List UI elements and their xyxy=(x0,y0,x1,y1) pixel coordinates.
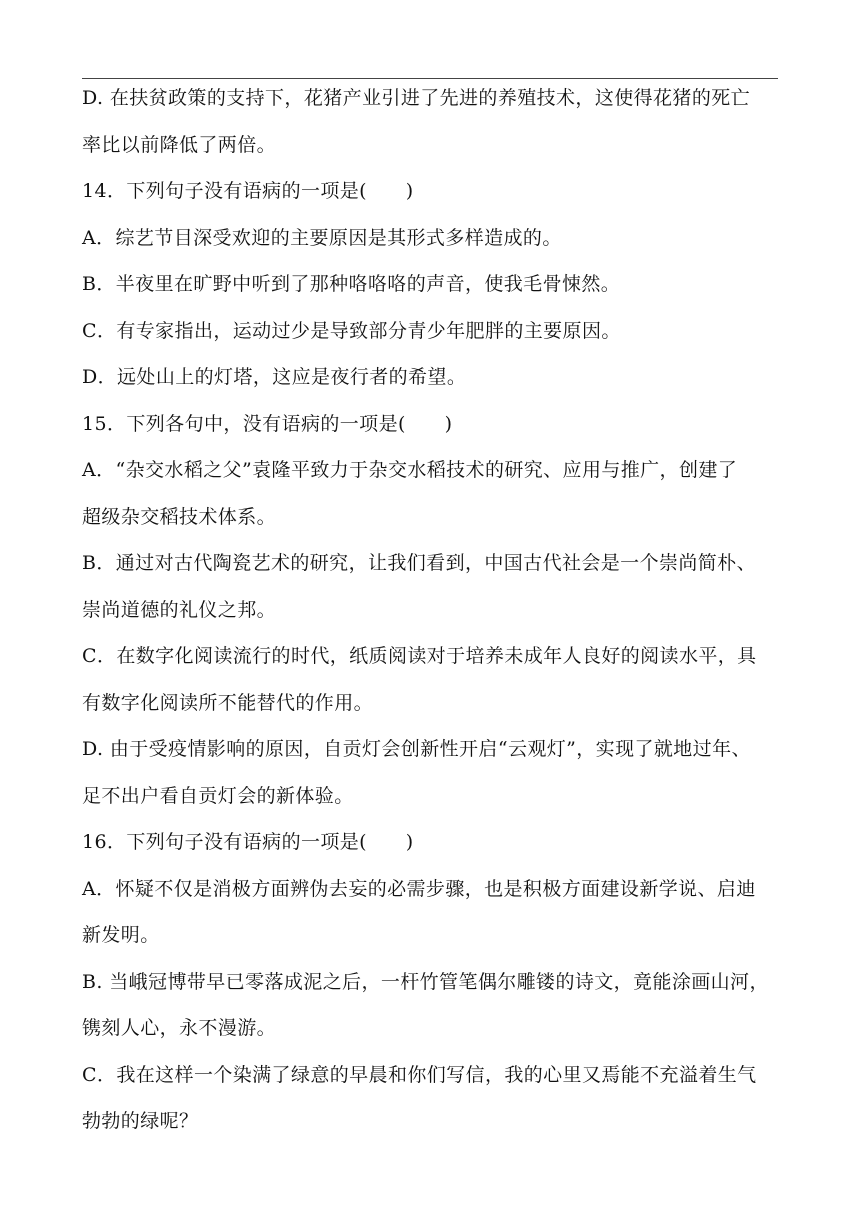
option-15-b xyxy=(82,551,782,622)
text-line: D．远处山上的灯塔，这应是夜行者的希望。 xyxy=(82,366,467,388)
option-15-c xyxy=(82,644,782,715)
text-line: 镌刻人心，永不漫游。 xyxy=(82,1017,277,1039)
text-line: 率比以前降低了两倍。 xyxy=(82,133,277,156)
question-16-stem xyxy=(82,830,782,854)
text-line: 超级杂交稻技术体系。 xyxy=(82,505,277,528)
option-13-d xyxy=(82,86,782,157)
document-body xyxy=(82,86,782,1156)
text-line: D. 由于受疫情影响的原因，自贡灯会创新性开启“云观灯”，实现了就地过年、 xyxy=(82,738,751,760)
option-16-a xyxy=(82,877,782,948)
option-14-b xyxy=(82,272,782,296)
text-line: 新发明。 xyxy=(82,924,160,946)
option-15-a xyxy=(82,458,782,529)
header-rule xyxy=(82,78,778,79)
text-line: 足不出户看自贡灯会的新体验。 xyxy=(82,784,354,807)
text-line: C．我在这样一个染满了绿意的早晨和你们写信，我的心里又焉能不充溢着生气 xyxy=(82,1063,757,1086)
text-line: B．半夜里在旷野中听到了那种咯咯咯的声音，使我毛骨悚然。 xyxy=(82,273,621,295)
text-line: A．“杂交水稻之父”袁隆平致力于杂交水稻技术的研究、应用与推广，创建了 xyxy=(82,459,738,481)
question-14-stem xyxy=(82,179,782,203)
option-16-c xyxy=(82,1063,782,1134)
text-line: A．怀疑不仅是消极方面辨伪去妄的必需步骤，也是积极方面建设新学说、启迪 xyxy=(82,877,756,900)
text-line: C．有专家指出，运动过少是导致部分青少年肥胖的主要原因。 xyxy=(82,319,621,342)
text-line: D. 在扶贫政策的支持下，花猪产业引进了先进的养殖技术，这使得花猪的死亡 xyxy=(82,87,751,109)
option-14-a xyxy=(82,226,782,250)
text-line: 16．下列句子没有语病的一项是( ) xyxy=(82,831,414,853)
text-line: B. 当峨冠博带早已零落成泥之后，一杆竹管笔偶尔雕镂的诗文，竟能涂画山河， xyxy=(82,970,769,993)
question-15-stem xyxy=(82,412,782,436)
text-line: 14．下列句子没有语病的一项是( ) xyxy=(82,180,414,202)
option-14-c xyxy=(82,319,782,343)
text-line: B．通过对古代陶瓷艺术的研究，让我们看到，中国古代社会是一个崇尚简朴、 xyxy=(82,552,756,574)
option-14-d xyxy=(82,365,782,389)
text-line: 15．下列各句中，没有语病的一项是( ) xyxy=(82,412,453,435)
option-15-d xyxy=(82,737,782,808)
text-line: 勃勃的绿呢？ xyxy=(82,1110,199,1132)
text-line: A．综艺节目深受欢迎的主要原因是其形式多样造成的。 xyxy=(82,226,562,249)
text-line: 有数字化阅读所不能替代的作用。 xyxy=(82,691,374,714)
text-line: 崇尚道德的礼仪之邦。 xyxy=(82,598,277,621)
option-16-b xyxy=(82,970,782,1041)
text-line: C．在数字化阅读流行的时代，纸质阅读对于培养未成年人良好的阅读水平，具 xyxy=(82,645,757,667)
